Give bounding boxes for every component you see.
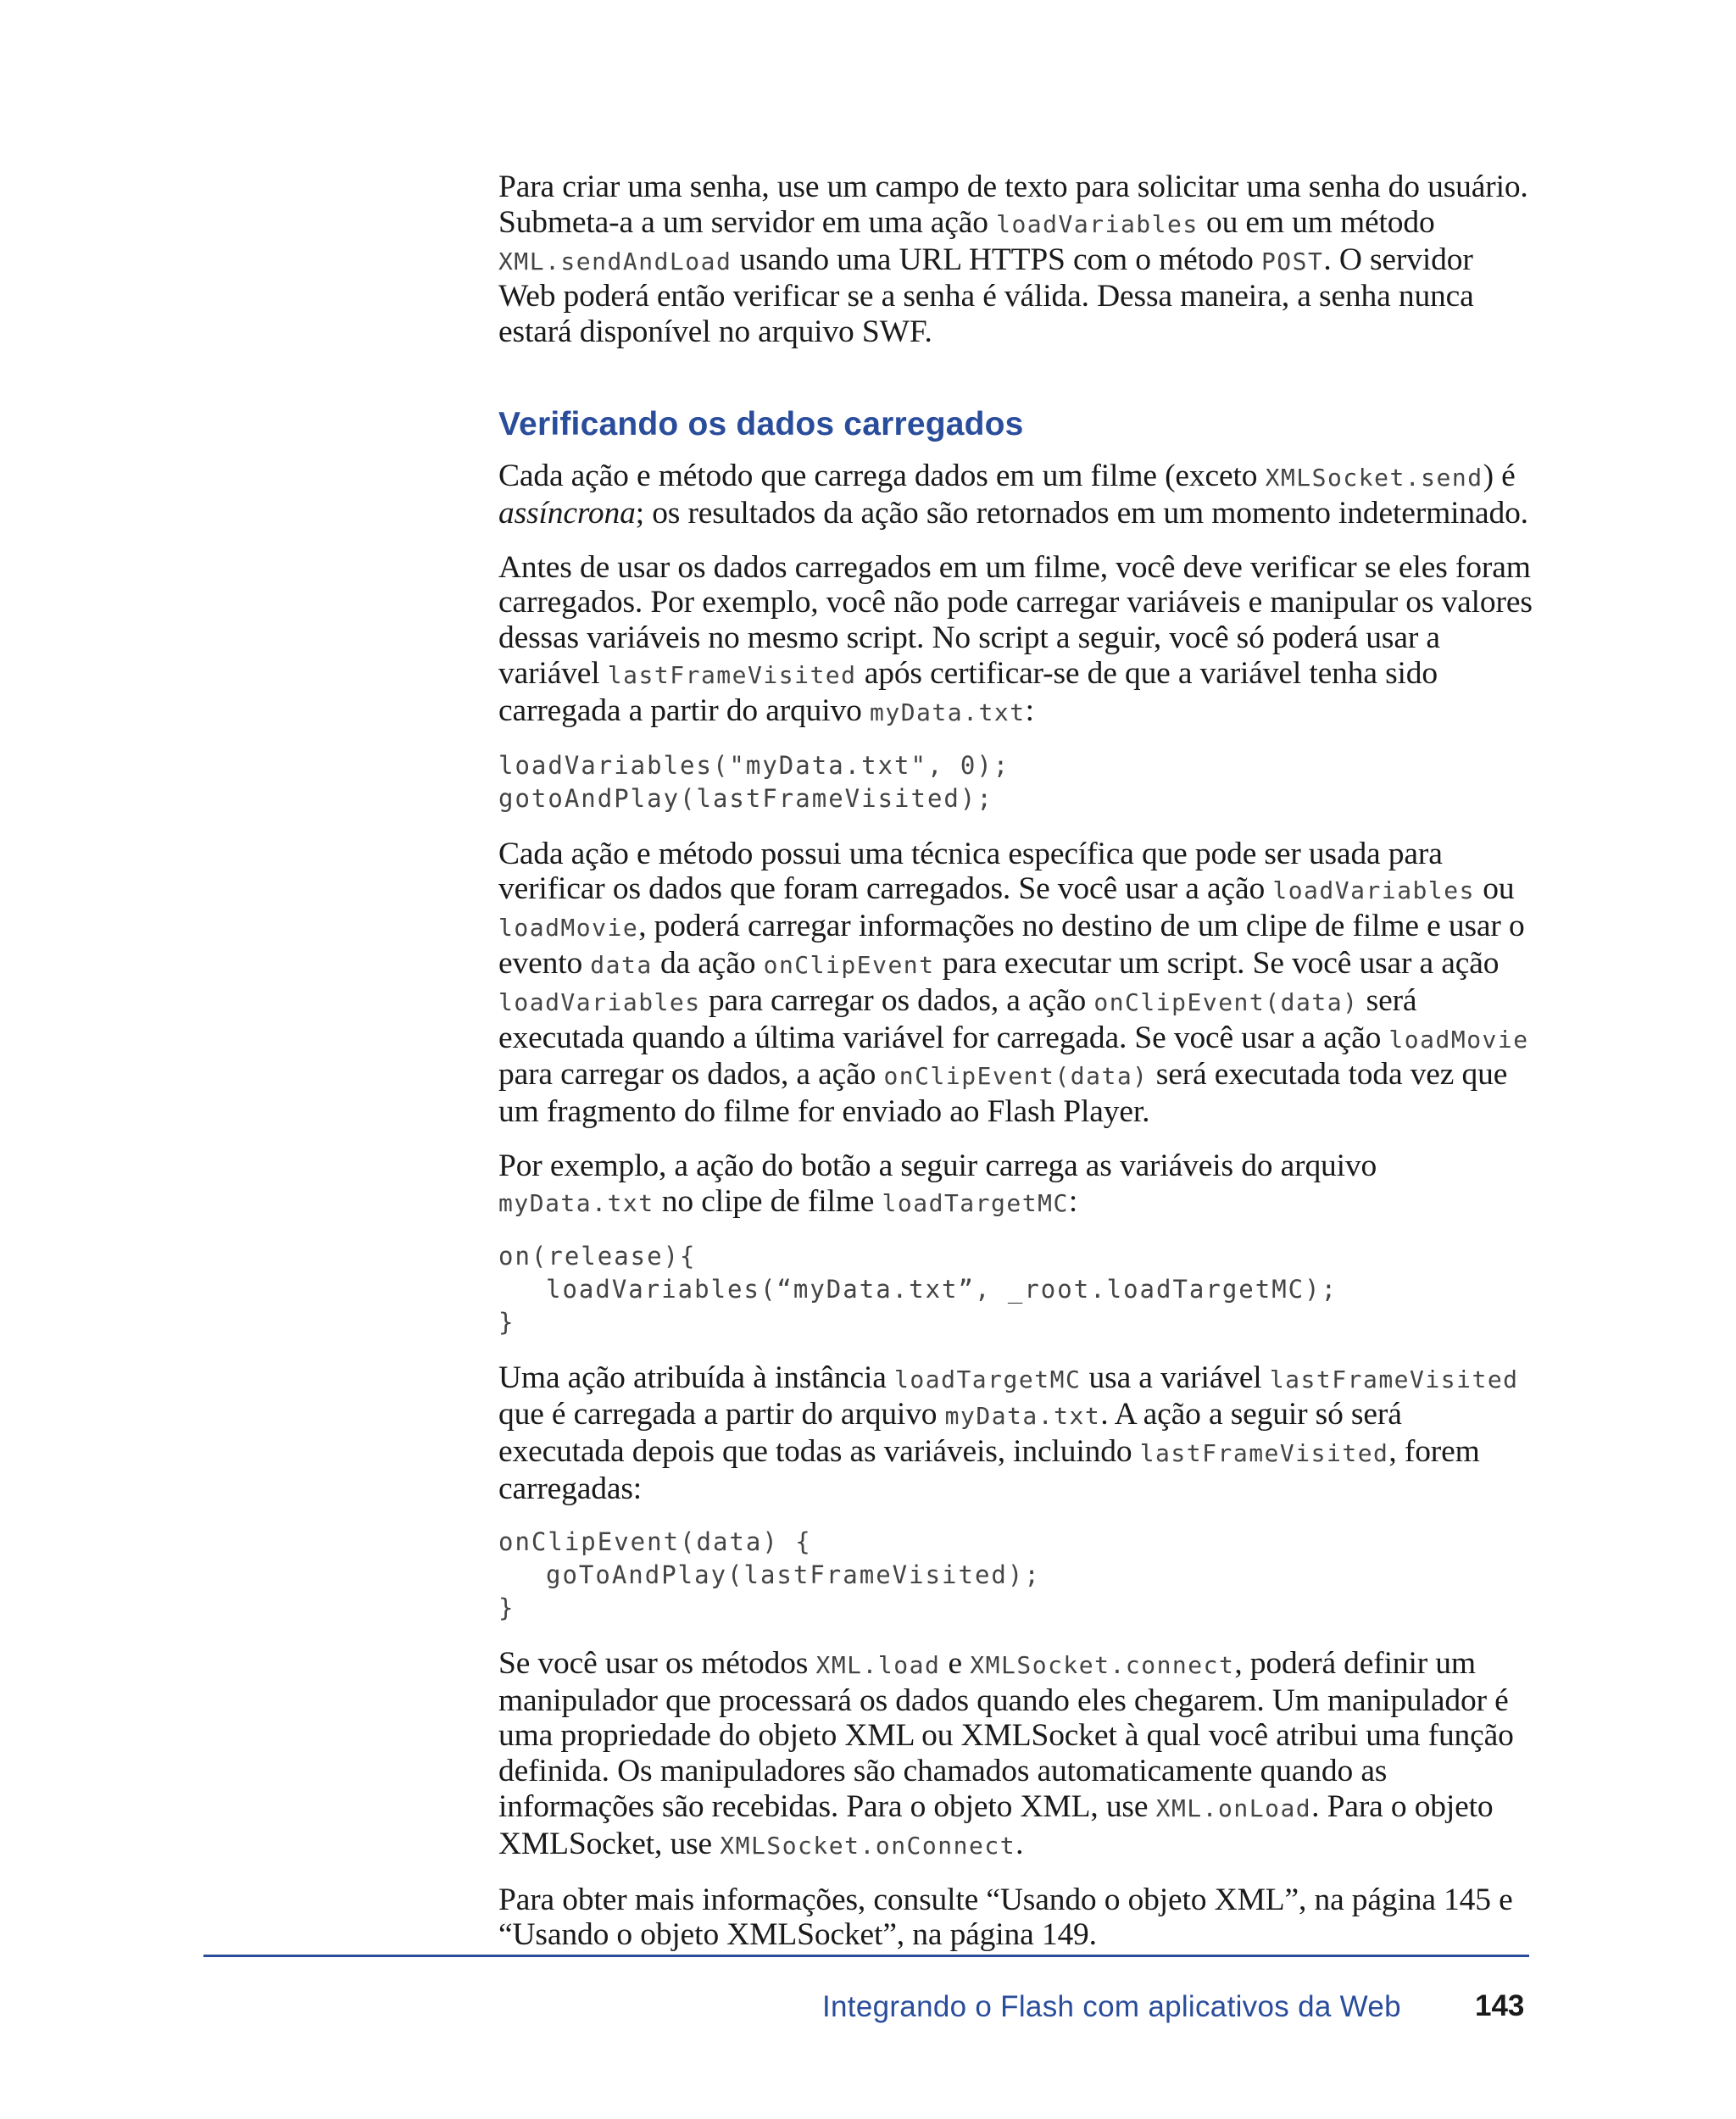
text-span: Se você usar os métodos [498,1645,816,1681]
text-span: ou [1475,871,1515,907]
paragraph-instance-action [498,1360,1533,1507]
text-span: . O servidor Web poderá então verificar se a senha é válida. Dessa maneira, a senha nunca estará disponível no arquivo SWF. [498,242,1474,350]
code-line: gotoAndPlay(lastFrameVisited); [498,783,993,813]
inline-code: XMLSocket.send [1265,463,1483,492]
code-line: loadVariables(“myData.txt”, _root.loadTargetMC); [546,1274,1338,1304]
text-span: ; os resultados da ação são retornados em um momento indeterminado. [635,495,1528,531]
text-span: será executada quando a última variável for carregada. Se você usar a ação [498,982,1417,1055]
text-span: após certificar-se de que a variável tenha sido carregada a partir do arquivo [498,655,1438,728]
footer-chapter-title: Integrando o Flash com aplicativos da Web [822,1990,1401,2023]
paragraph-async [498,459,1533,531]
text-span: Antes de usar os dados carregados em um filme, você deve verificar se eles foram carregados. Por exemplo, você não pode carregar variáveis e manipular os valores dessas variáveis no mesmo script. No script a seguir, você só poderá usar a variável [498,549,1533,691]
inline-code: onClipEvent(data) [1093,987,1359,1016]
code-line: onClipEvent(data) { [498,1527,812,1556]
code-line: loadVariables("myData.txt", 0); [498,750,1010,780]
text-span: , poderá definir um manipulador que processará os dados quando eles chegarem. Um manipulador é uma propriedade do objeto XML ou XMLSocket à qual você atribui uma função definida. Os manipuladores são chamados automaticamente quando as informações são recebidas. Para o objeto XML, use [498,1645,1514,1824]
text-span: : [1025,692,1034,728]
paragraph-handlers [498,1646,1533,1864]
text-span: no clipe de filme [654,1183,882,1219]
text-span: da ação [652,945,764,981]
inline-code: myData.txt [869,698,1026,726]
page-number: 143 [1475,1989,1525,2022]
text-span: para carregar os dados, a ação [498,1057,884,1093]
text-span: . A ação a seguir só será executada depois que todas as variáveis, incluindo [498,1397,1402,1470]
code-block-on-release [498,1240,1533,1339]
emphasis-text: assíncrona [498,495,636,531]
text-span: será executada toda vez que um fragmento do filme for enviado ao Flash Player. [498,1057,1508,1130]
text-span: para executar um script. Se você usar a ação [934,945,1500,981]
text-span: Cada ação e método possui uma técnica específica que pode ser usada para verificar os dados que foram carregados. Se você usar a ação [498,836,1443,907]
inline-code: loadMovie [1388,1025,1529,1054]
inline-code: onClipEvent(data) [883,1062,1149,1091]
code-line: on(release){ [498,1241,697,1271]
inline-code: loadTargetMC [882,1188,1069,1217]
text-span: usando uma URL HTTPS com o método [732,242,1261,277]
text-span: Para criar uma senha, use um campo de texto para solicitar uma senha do usuário. Submeta-a a um servidor em uma ação [498,170,1528,240]
section-heading: Verificando os dados carregados [498,405,1024,442]
inline-code: loadVariables [996,209,1199,238]
inline-code: XML.onLoad [1155,1794,1312,1822]
inline-code: lastFrameVisited [607,660,857,689]
text-span: para carregar os dados, a ação [700,982,1094,1018]
paragraph-password [498,170,1533,350]
text-span: Cada ação e método que carrega dados em um filme (exceto [498,458,1266,493]
inline-code: myData.txt [944,1402,1101,1431]
paragraph-verify [498,550,1533,731]
inline-code: lastFrameVisited [1139,1439,1389,1468]
text-span: : [1068,1183,1078,1219]
code-line: } [498,1307,515,1337]
inline-code: data [590,950,653,979]
code-line: } [498,1593,515,1622]
inline-code: myData.txt [498,1188,654,1217]
code-block-load-variables [498,749,1533,815]
text-span: Para obter mais informações, consulte “Usando o objeto XML”, na página 145 e “Usando o objeto XMLSocket”, na página 149. [498,1882,1513,1953]
text-span: ou em um método [1198,204,1435,240]
text-span: . Para o objeto XMLSocket, use [498,1788,1494,1861]
text-span: e [940,1645,971,1681]
inline-code: onClipEvent [763,950,935,979]
text-span: usa a variável [1081,1360,1270,1395]
inline-code: XML.sendAndLoad [498,247,732,275]
inline-code: lastFrameVisited [1269,1365,1519,1393]
code-block-on-clip-event [498,1526,1533,1625]
paragraph-techniques [498,837,1533,1130]
text-span: , forem carregadas: [498,1434,1480,1506]
paragraph-more-info [498,1883,1533,1954]
inline-code: XMLSocket.onConnect [720,1831,1016,1860]
inline-code: XML.load [815,1650,941,1679]
text-span: ) é [1483,458,1516,493]
inline-code: loadVariables [498,987,701,1016]
inline-code: POST [1260,247,1324,275]
footer-divider [203,1955,1529,1957]
inline-code: loadMovie [498,914,639,943]
paragraph-button-example [498,1148,1533,1221]
text-span: Por exemplo, a ação do botão a seguir carrega as variáveis do arquivo [498,1148,1377,1183]
code-line: goToAndPlay(lastFrameVisited); [546,1560,1041,1589]
inline-code: loadTargetMC [894,1365,1082,1393]
main-content [498,170,1533,1972]
text-span: , poderá carregar informações no destino de um clipe de filme e usar o evento [498,909,1525,981]
text-span: . [1015,1826,1024,1861]
inline-code: XMLSocket.connect [970,1650,1235,1679]
text-span: que é carregada a partir do arquivo [498,1397,945,1432]
inline-code: loadVariables [1272,876,1475,905]
text-span: Uma ação atribuída à instância [498,1360,895,1395]
